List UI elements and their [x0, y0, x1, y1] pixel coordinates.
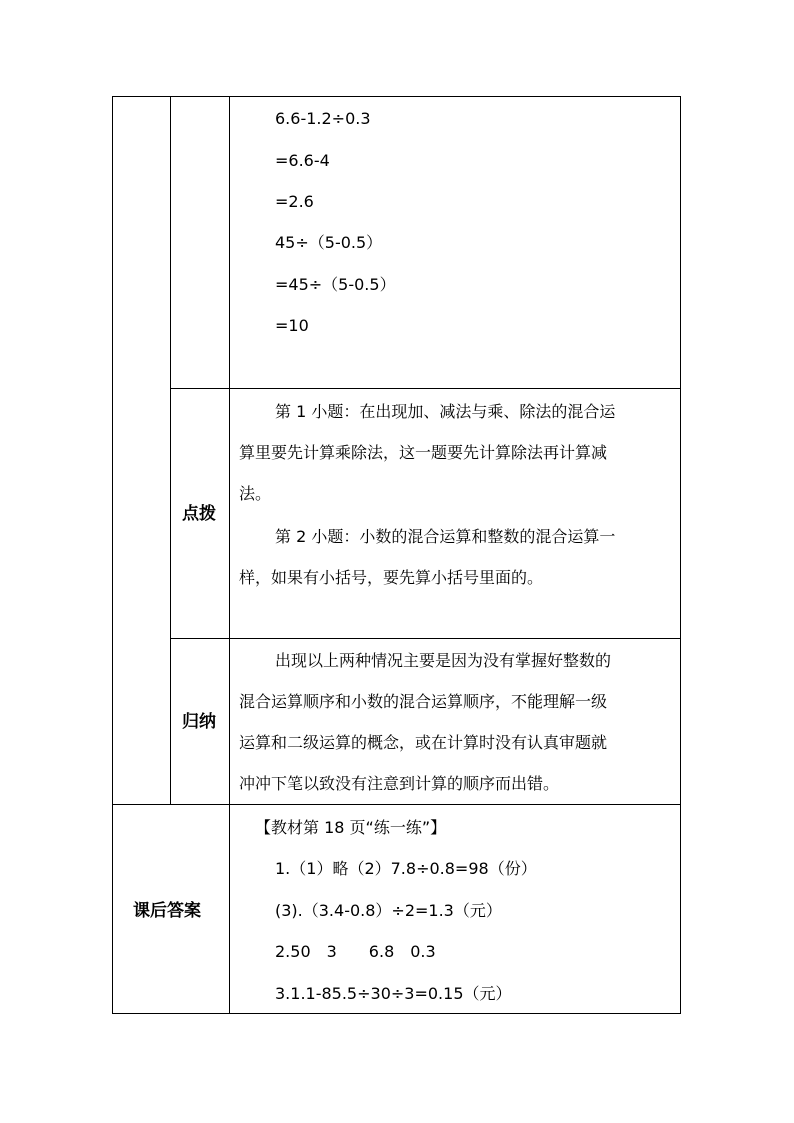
summary-line-4: 冲冲下笔以致没有注意到计算的顺序而出错。 [239, 774, 560, 793]
divider-col-1 [170, 96, 171, 805]
summary-line-3: 运算和二级运算的概念，或在计算时没有认真审题就 [239, 733, 608, 752]
table-border-bottom [112, 1013, 681, 1014]
tip-line-2: 算里要先计算乘除法，这一题要先计算除法再计算减 [239, 443, 608, 462]
table-border-right [680, 96, 681, 1014]
divider-row-1 [170, 388, 681, 389]
answer-line-5: 3.1.1-85.5÷30÷3=0.15（元） [275, 984, 512, 1003]
calc-line-6: =10 [275, 316, 309, 335]
table-border-top [112, 96, 681, 97]
calc-line-4: 45÷（5-0.5） [275, 233, 383, 252]
divider-row-2 [170, 638, 681, 639]
calc-line-1: 6.6-1.2÷0.3 [275, 109, 371, 128]
calc-line-3: =2.6 [275, 192, 314, 211]
lesson-table [112, 96, 681, 1014]
section-label-guina: 归纳 [182, 712, 216, 732]
divider-row-3 [112, 804, 681, 805]
calc-line-5: =45÷（5-0.5） [275, 275, 396, 294]
tip-line-5: 样，如果有小括号，要先算小括号里面的。 [239, 568, 544, 587]
answer-line-1: 【教材第 18 页“练一练”】 [255, 818, 447, 837]
tip-line-4: 第 2 小题：小数的混合运算和整数的混合运算一 [275, 527, 616, 546]
section-label-dianbo: 点拨 [182, 504, 216, 524]
summary-line-1: 出现以上两种情况主要是因为没有掌握好整数的 [275, 651, 612, 670]
answer-line-3: (3).（3.4-0.8）÷2=1.3（元） [275, 901, 502, 920]
tip-line-3: 法。 [239, 484, 272, 503]
summary-line-2: 混合运算顺序和小数的混合运算顺序，不能理解一级 [239, 692, 608, 711]
section-label-answers: 课后答案 [133, 901, 201, 921]
answer-line-2: 1.（1）略（2）7.8÷0.8=98（份） [275, 859, 537, 878]
answer-line-4: 2.50 3 6.8 0.3 [275, 942, 436, 961]
table-border-left [112, 96, 113, 1014]
divider-col-2 [229, 96, 230, 1014]
tip-line-1: 第 1 小题：在出现加、减法与乘、除法的混合运 [275, 402, 616, 421]
calc-line-2: =6.6-4 [275, 151, 330, 170]
